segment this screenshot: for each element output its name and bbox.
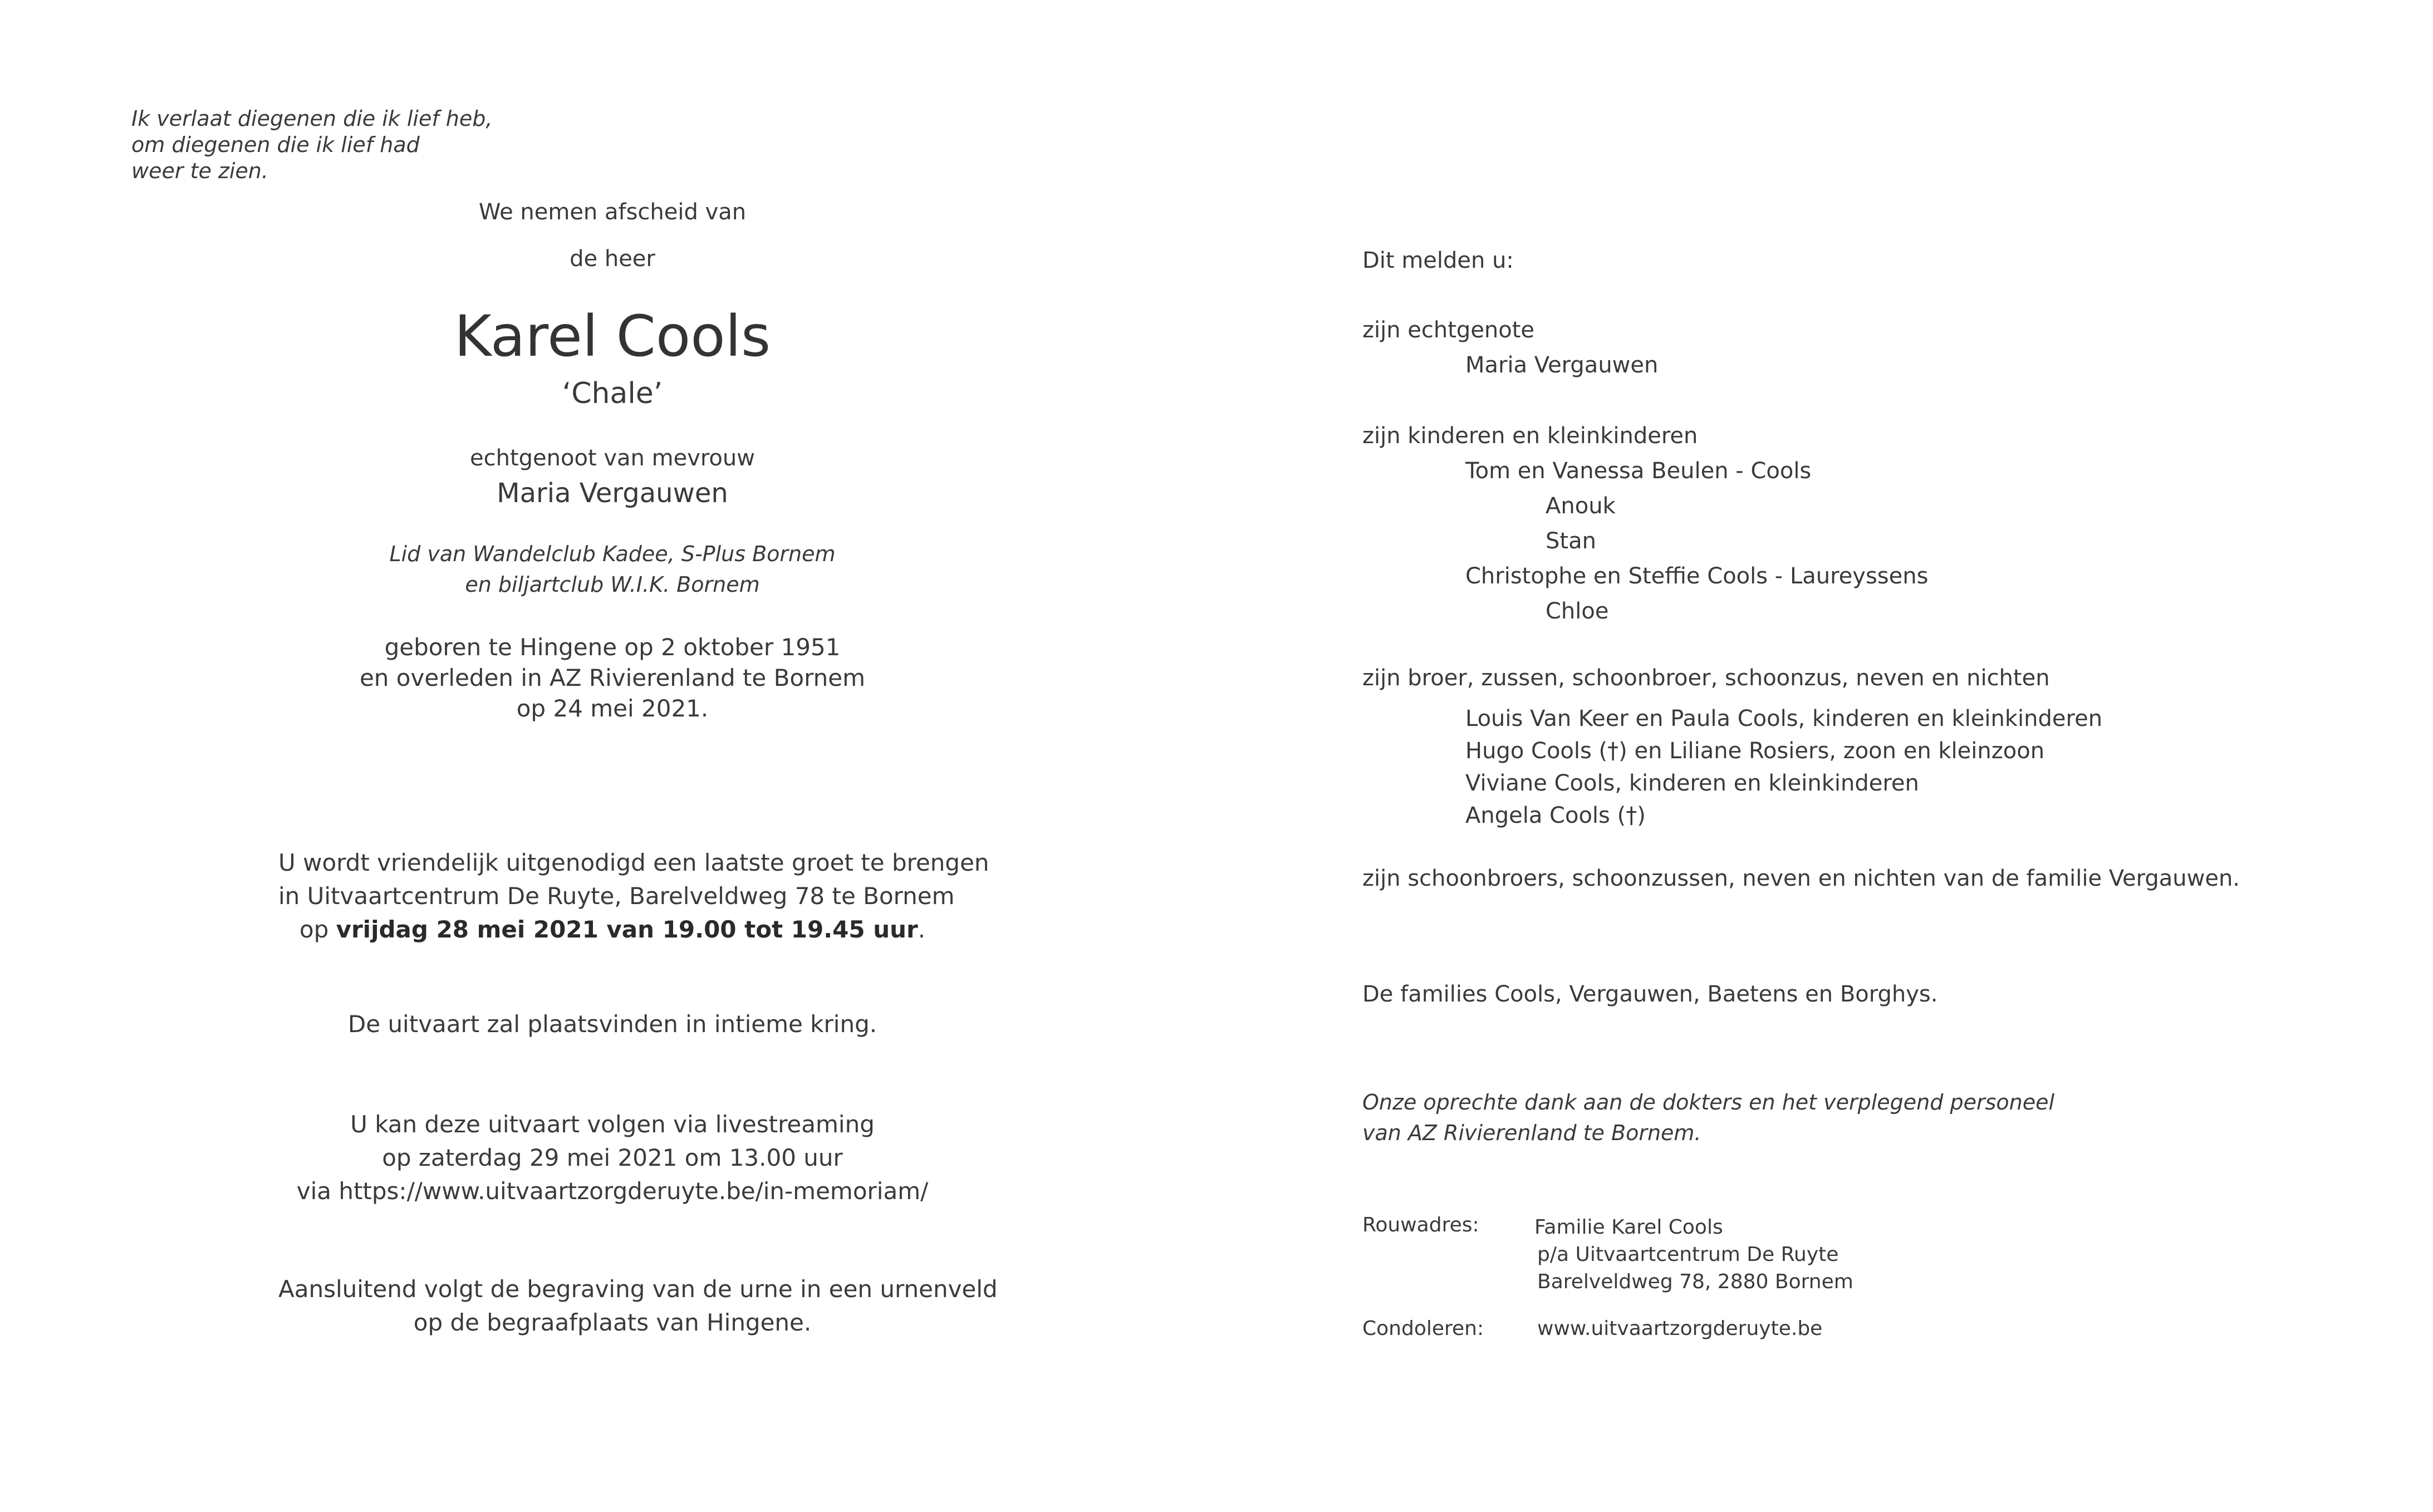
siblings-list: [1465, 703, 2102, 832]
private-ceremony-note: De uitvaart zal plaatsvinden in intieme kring.: [347, 1010, 877, 1038]
sibling-entry: Louis Van Keer en Paula Cools, kinderen en kleinkinderen: [1465, 706, 2103, 732]
children-heading: zijn kinderen en kleinkinderen: [1362, 423, 1698, 449]
thanks-line: Onze oprechte dank aan de dokters en het verplegend personeel: [1362, 1090, 2055, 1115]
deceased-nickname: ‘Chale’: [562, 377, 663, 410]
announce-heading: Dit melden u:: [1362, 248, 1514, 273]
address-line: Barelveldweg 78, 2880 Bornem: [1537, 1270, 1853, 1293]
club-memberships: [278, 539, 946, 600]
condolences-label: Condoleren:: [1362, 1317, 1484, 1340]
spouse-name: Maria Vergauwen: [497, 478, 728, 509]
grandchild: Chloe: [1546, 598, 1609, 624]
siblings-heading: zijn broer, zussen, schoonbroer, schoonzus, neven en nichten: [1362, 665, 2050, 691]
burial-info: [278, 1273, 998, 1339]
families-line: De families Cools, Vergauwen, Baetens en Borghys.: [1362, 981, 1938, 1007]
title-prefix: de heer: [570, 246, 655, 272]
livestream-url: via https://www.uitvaartzorgderuyte.be/in-memoriam/: [296, 1177, 929, 1205]
invite-date-prefix: op: [299, 916, 336, 943]
address-label: Rouwadres:: [1362, 1214, 1479, 1236]
child-family-2: Christophe en Steffie Cools - Laureyssens: [1465, 563, 1929, 589]
spouse-label: echtgenoot van mevrouw: [470, 445, 755, 471]
deceased-name: Karel Cools: [454, 303, 771, 370]
inlaws-line: zijn schoonbroers, schoonzussen, neven en nichten van de familie Vergauwen.: [1362, 866, 2240, 891]
spouse-entry: Maria Vergauwen: [1465, 352, 1659, 378]
burial-line: op de begraafplaats van Hingene.: [413, 1309, 812, 1336]
invite-date: vrijdag 28 mei 2021 van 19.00 tot 19.45 uur: [336, 916, 918, 943]
invite-date-line: [278, 913, 946, 946]
thanks-line: van AZ Rivierenland te Bornem.: [1362, 1121, 1701, 1145]
address-block: [1534, 1214, 1853, 1295]
invite-line: U wordt vriendelijk uitgenodigd een laatste groet te brengen: [278, 849, 989, 876]
death-date-line: op 24 mei 2021.: [516, 695, 709, 722]
birth-death-info: [278, 632, 946, 724]
opening-quote: [131, 106, 492, 184]
condolences-website[interactable]: www.uitvaartzorgderuyte.be: [1537, 1317, 1823, 1340]
invite-date-suffix: .: [918, 916, 926, 943]
death-line: en overleden in AZ Rivierenland te Bornem: [359, 664, 866, 691]
quote-line: weer te zien.: [131, 159, 268, 183]
sibling-entry: Angela Cools (†): [1465, 803, 1646, 828]
club-line: en biljartclub W.I.K. Bornem: [465, 572, 760, 597]
livestream-line: U kan deze uitvaart volgen via livestreaming: [350, 1111, 875, 1138]
child-family-1: Tom en Vanessa Beulen - Cools: [1465, 458, 1812, 484]
burial-line: Aansluitend volgt de begraving van de urne in een urnenveld: [278, 1275, 998, 1303]
quote-line: Ik verlaat diegenen die ik lief heb,: [131, 106, 493, 131]
quote-line: om diegenen die ik lief had: [131, 132, 420, 157]
intro-text: We nemen afscheid van: [478, 199, 747, 225]
address-line: p/a Uitvaartcentrum De Ruyte: [1537, 1243, 1839, 1266]
sibling-entry: Viviane Cools, kinderen en kleinkinderen: [1465, 770, 1919, 796]
livestream-line: op zaterdag 29 mei 2021 om 13.00 uur: [382, 1144, 843, 1171]
grandchild: Stan: [1546, 528, 1596, 554]
birth-line: geboren te Hingene op 2 oktober 1951: [384, 634, 841, 661]
address-line: Familie Karel Cools: [1534, 1216, 1723, 1239]
thanks-note: [1362, 1087, 2054, 1148]
club-line: Lid van Wandelclub Kadee, S-Plus Bornem: [389, 542, 836, 566]
livestream-info: [278, 1108, 946, 1208]
spouse-heading: zijn echtgenote: [1362, 317, 1535, 343]
sibling-entry: Hugo Cools (†) en Liliane Rosiers, zoon en kleinzoon: [1465, 738, 2045, 764]
grandchild: Anouk: [1546, 493, 1616, 519]
visitation-invite: [278, 846, 989, 946]
invite-line: in Uitvaartcentrum De Ruyte, Barelveldweg 78 te Bornem: [278, 882, 955, 910]
